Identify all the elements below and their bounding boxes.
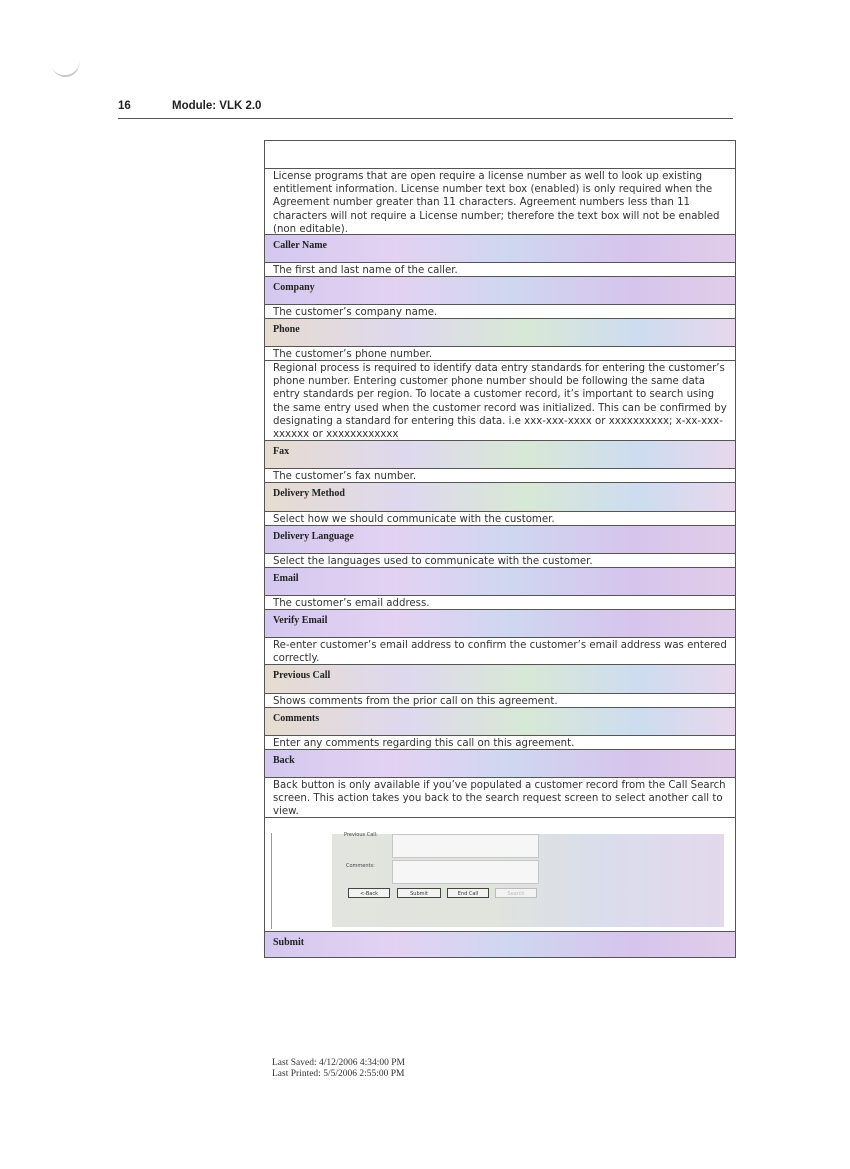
field-description: Re-enter customer’s email address to confirm the customer’s email address was entered correctly. — [265, 638, 735, 665]
field-description: The customer’s email address. — [265, 596, 735, 610]
field-label: Submit — [265, 932, 735, 957]
field-description: Select how we should communicate with the customer. — [265, 512, 735, 526]
field-label: Fax — [265, 441, 735, 469]
comments-field — [392, 860, 539, 884]
document-footer — [272, 1058, 405, 1080]
field-label: Company — [265, 277, 735, 305]
previous-call-field — [392, 834, 539, 858]
comments-label: Comments: — [346, 863, 375, 869]
page-header — [118, 100, 733, 119]
screenshot-form-area — [332, 834, 724, 927]
module-title: Module: VLK 2.0 — [172, 100, 262, 112]
license-description: License programs that are open require a license number as well to look up existing entitlement information. License number text box (enabled) is only required when the Agreement number greater than 11 characters. Agreement numbers less than 11 characters will not require a License number; therefore the text box will not be enabled (non editable). — [265, 169, 735, 235]
field-description: The customer’s company name. — [265, 305, 735, 319]
field-description: Shows comments from the prior call on this agreement. — [265, 694, 735, 708]
field-label: Caller Name — [265, 235, 735, 263]
submit-button: Submit — [397, 888, 441, 898]
field-label: Delivery Method — [265, 483, 735, 512]
back-button: <-Back — [348, 888, 390, 898]
phone-note: Regional process is required to identify data entry standards for entering the customer’s phone number. Entering customer phone number should be following the same data entry standards per region. To locate a customer record, it’s important to search using the same entry used when the customer record was initialized. This can be confirmed by designating a standard for entering this data. i.e xxx-xxx-xxxx or xxxxxxxxxx; x-xx-xxx-xxxxxx or xxxxxxxxxxxx — [265, 361, 735, 441]
search-button: Search — [495, 888, 537, 898]
last-saved: Last Saved: 4/12/2006 4:34:00 PM — [272, 1058, 405, 1068]
last-printed: Last Printed: 5/5/2006 2:55:00 PM — [272, 1069, 405, 1079]
field-label: Phone — [265, 319, 735, 347]
field-description: Back button is only available if you’ve populated a customer record from the Call Search screen. This action takes you back to the search request screen to select another call to view. — [265, 778, 735, 818]
field-description: Enter any comments regarding this call on this agreement. — [265, 736, 735, 750]
field-description: The customer’s fax number. — [265, 469, 735, 483]
end-call-button: End Call — [447, 888, 489, 898]
embedded-screenshot — [271, 833, 724, 929]
page-number: 16 — [118, 100, 131, 112]
field-description: The first and last name of the caller. — [265, 263, 735, 277]
back-button-screenshot-row — [265, 818, 735, 932]
field-label: Back — [265, 750, 735, 778]
field-definition-table — [264, 140, 736, 958]
scan-mark — [50, 52, 82, 79]
field-label: Comments — [265, 708, 735, 736]
field-description: Select the languages used to communicate with the customer. — [265, 554, 735, 568]
field-description: The customer’s phone number. — [265, 347, 735, 361]
field-label: Delivery Language — [265, 526, 735, 554]
field-label: Verify Email — [265, 610, 735, 638]
previous-call-label: Previous Call: — [344, 832, 378, 838]
field-label: Previous Call — [265, 665, 735, 694]
field-label: Email — [265, 568, 735, 596]
table-top-row — [265, 141, 735, 169]
